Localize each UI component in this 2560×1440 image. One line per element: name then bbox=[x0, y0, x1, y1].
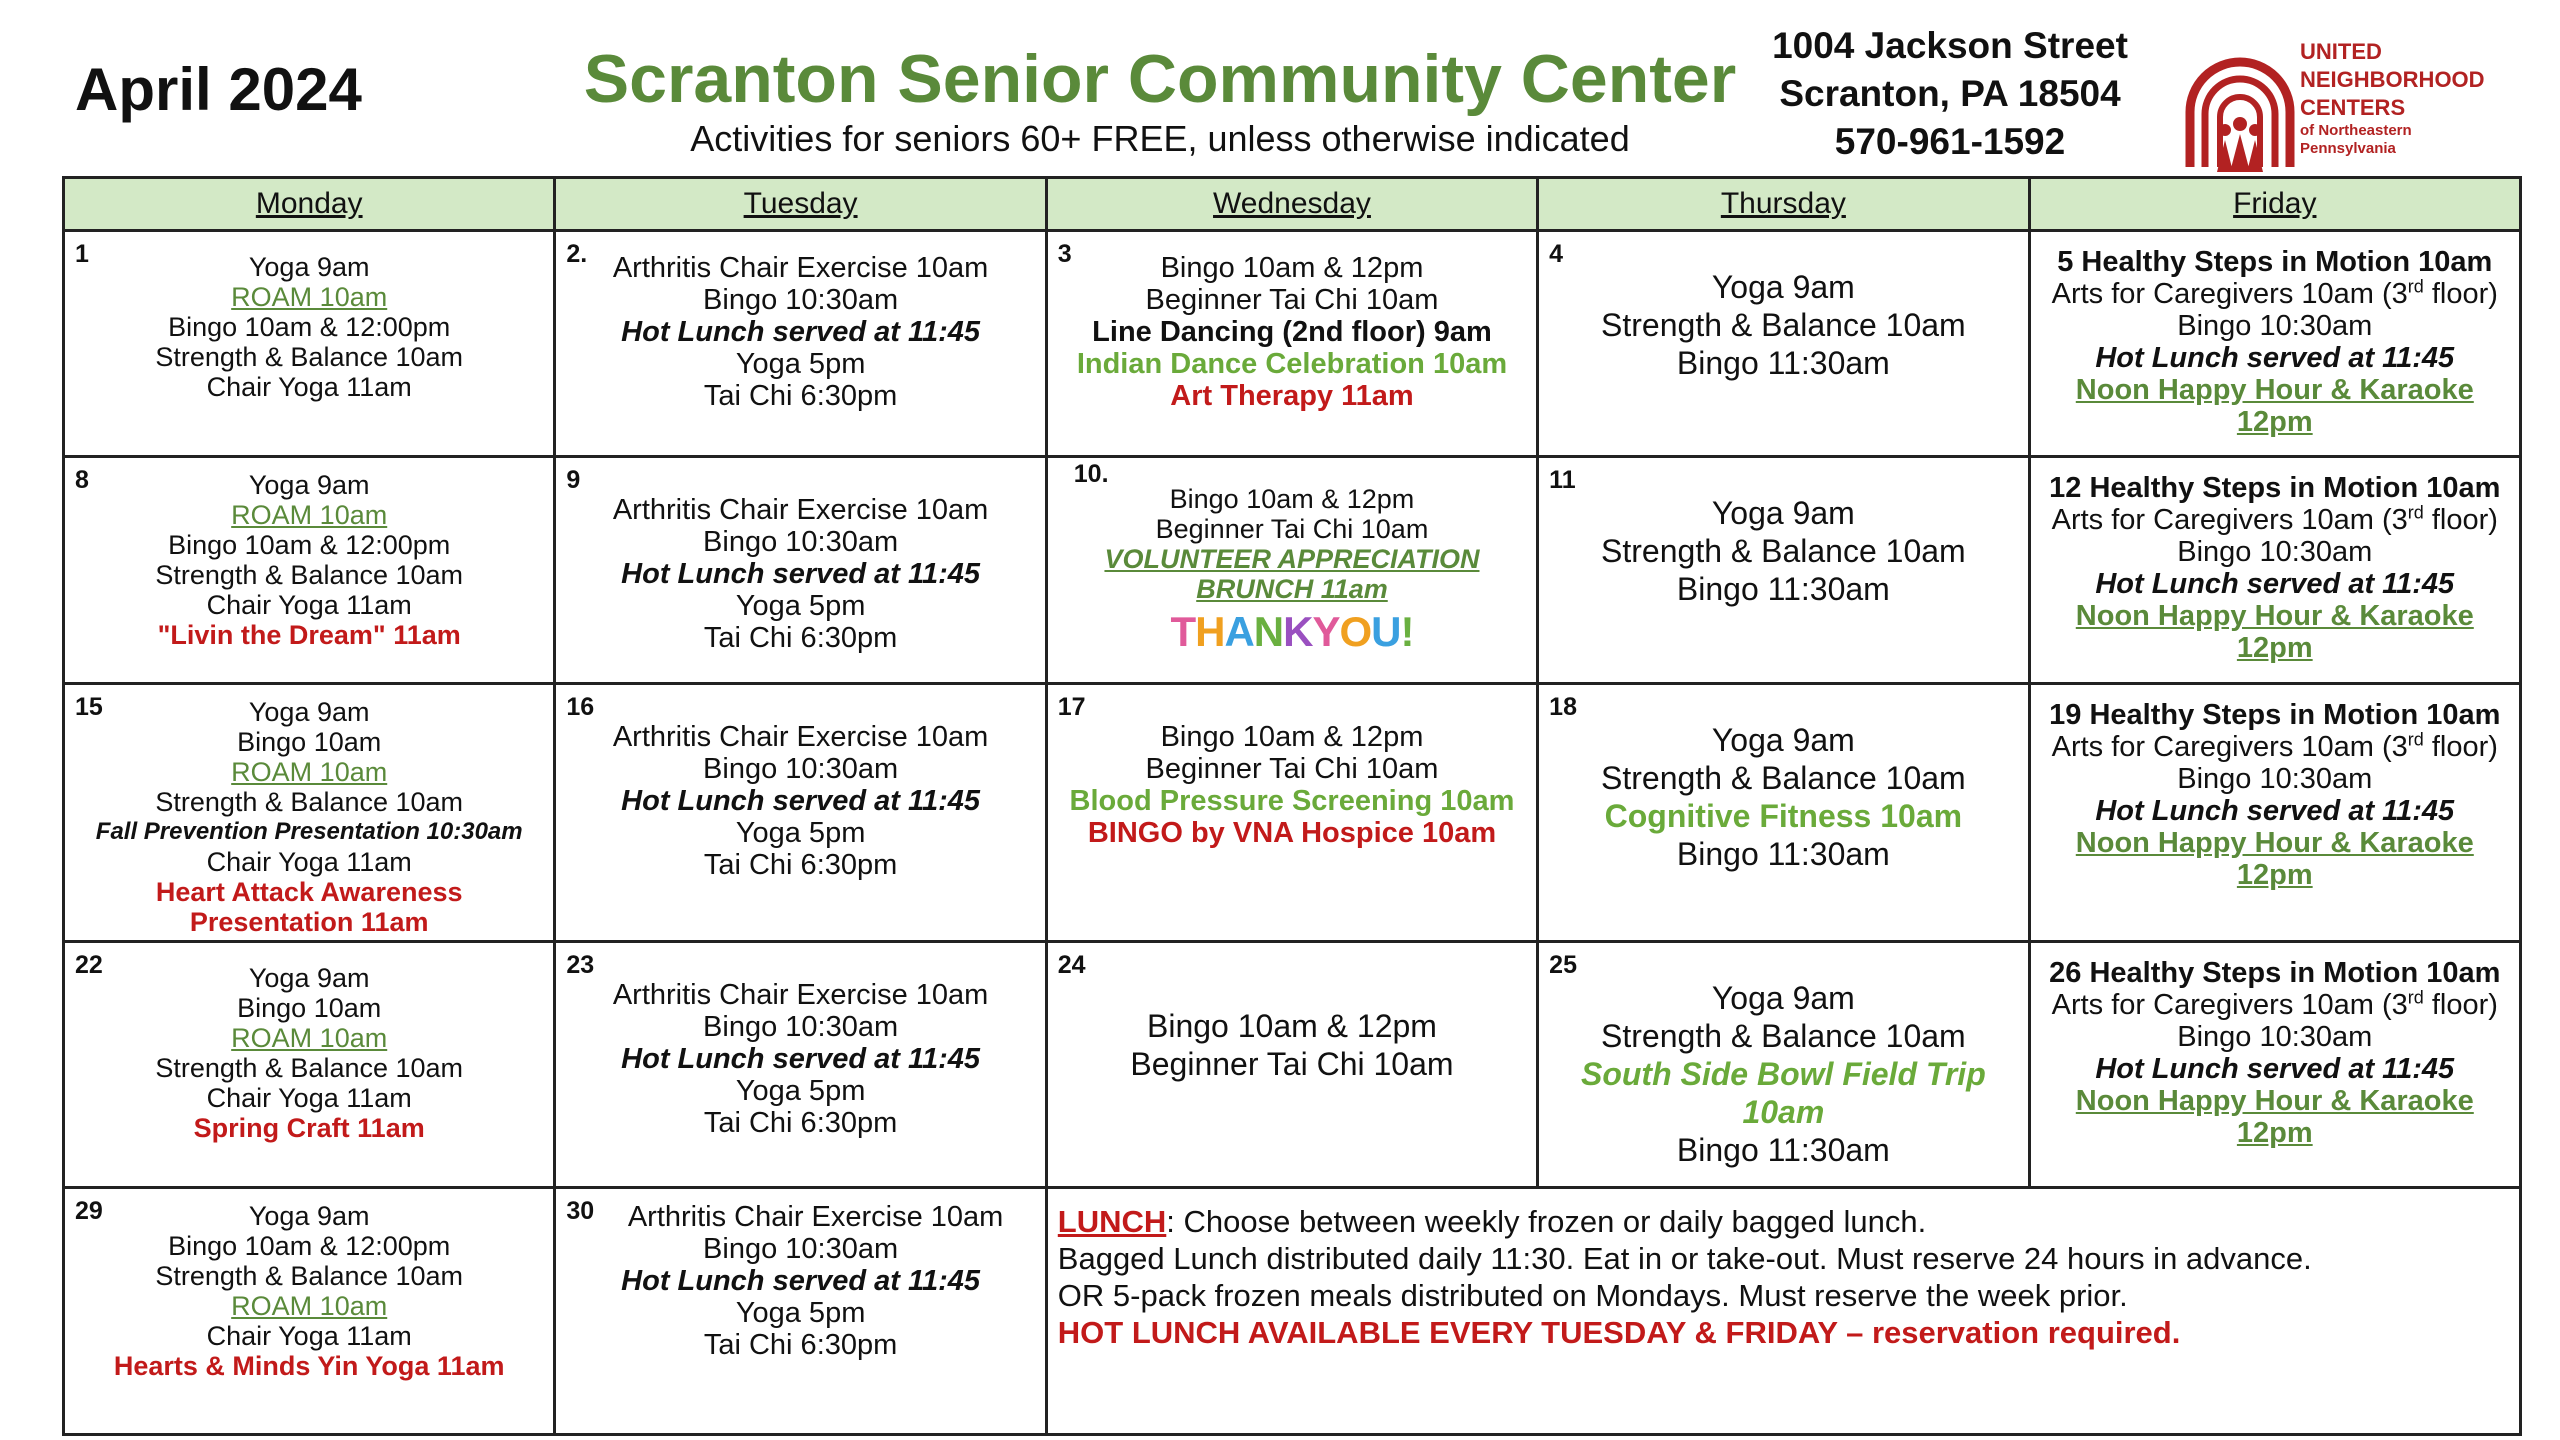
activity-link[interactable]: ROAM 10am bbox=[231, 282, 388, 312]
day-number: 23 bbox=[566, 950, 595, 979]
day-number: 17 bbox=[1057, 692, 1086, 721]
lunch-note: LUNCH: Choose between weekly frozen or daily bagged lunch. bbox=[1057, 1204, 1927, 1240]
address-city: Scranton, PA 18504 bbox=[1779, 73, 2121, 114]
activity: Strength & Balance 10am bbox=[1601, 307, 1966, 343]
activity: Bingo 10:30am bbox=[703, 1010, 899, 1043]
day-cell bbox=[555, 231, 1046, 457]
address-street: 1004 Jackson Street bbox=[1772, 25, 2128, 66]
activity: Strength & Balance 10am bbox=[155, 560, 464, 591]
activity: Yoga 9am bbox=[1711, 495, 1855, 532]
lunch-notes bbox=[1048, 1189, 2519, 1365]
activity: Tai Chi 6:30pm bbox=[703, 622, 898, 655]
week-row bbox=[64, 231, 2521, 457]
activity: Beginner Tai Chi 10am bbox=[1155, 514, 1429, 545]
thank-you-graphic bbox=[1048, 608, 1536, 656]
activity: Yoga 9am bbox=[248, 962, 370, 993]
activity: Bingo 10:30am bbox=[2177, 762, 2373, 795]
activity-highlight: Hot Lunch served at 11:45 bbox=[2095, 1052, 2455, 1085]
activity: Yoga 9am bbox=[248, 470, 370, 501]
day-cell bbox=[64, 1188, 555, 1435]
day-cell bbox=[2029, 941, 2520, 1188]
day-cell bbox=[64, 941, 555, 1188]
activity-link[interactable]: ROAM 10am bbox=[231, 500, 388, 531]
logo-line: NEIGHBORHOOD bbox=[2300, 67, 2485, 92]
activity-link[interactable]: ROAM 10am bbox=[231, 756, 388, 787]
activity: Beginner Tai Chi 10am bbox=[1145, 284, 1439, 316]
activity: Arts for Caregivers 10am (3rd floor) bbox=[2051, 276, 2498, 310]
activity: Strength & Balance 10am bbox=[155, 1261, 464, 1292]
activity: Strength & Balance 10am bbox=[155, 786, 464, 817]
day-number: 22 bbox=[75, 950, 103, 979]
activity: Bingo 10:30am bbox=[703, 1233, 899, 1266]
day-cell bbox=[1046, 231, 1537, 457]
activity: Beginner Tai Chi 10am bbox=[1130, 1045, 1454, 1082]
special-event-link[interactable]: BRUNCH 11am bbox=[1196, 574, 1388, 605]
activity-link[interactable]: ROAM 10am bbox=[231, 1022, 388, 1053]
special-event: Presentation 11am bbox=[189, 906, 429, 937]
page-subtitle: Activities for seniors 60+ FREE, unless otherwise indicated bbox=[690, 118, 1630, 159]
activity: Arthritis Chair Exercise 10am bbox=[612, 720, 989, 753]
special-event: 10am bbox=[1742, 1093, 1825, 1130]
activity-highlight: Hot Lunch served at 11:45 bbox=[621, 558, 981, 591]
logo-small-line: of Northeastern bbox=[2300, 122, 2412, 139]
activity: Yoga 9am bbox=[1711, 269, 1855, 305]
day-number: 3 bbox=[1057, 240, 1072, 268]
day-number: 4 bbox=[1549, 240, 1564, 268]
weekday-header: Thursday bbox=[1538, 178, 2029, 231]
activity-highlight: Hot Lunch served at 11:45 bbox=[621, 784, 981, 817]
day-cell bbox=[1538, 941, 2029, 1188]
lunch-notes-cell bbox=[1046, 1188, 2520, 1435]
activity: Bingo 11:30am bbox=[1676, 345, 1890, 381]
activity: Bingo 10:30am bbox=[703, 752, 899, 785]
activity: Beginner Tai Chi 10am bbox=[1145, 752, 1439, 785]
activity-highlight: Hot Lunch served at 11:45 bbox=[621, 316, 981, 348]
day-number: 15 bbox=[75, 692, 103, 721]
activity: Tai Chi 6:30pm bbox=[703, 1329, 898, 1362]
activity-highlight: Hot Lunch served at 11:45 bbox=[2095, 794, 2455, 827]
day-number: 25 bbox=[1549, 950, 1577, 979]
day-number: 2. bbox=[566, 240, 588, 268]
activity: Arts for Caregivers 10am (3rd floor) bbox=[2051, 729, 2498, 763]
day-number: 18 bbox=[1549, 692, 1577, 721]
activity-highlight: 5 Healthy Steps in Motion 10am bbox=[2057, 246, 2493, 278]
special-event: Blood Pressure Screening 10am bbox=[1069, 784, 1515, 817]
day-number: 9 bbox=[566, 466, 581, 495]
weekday-header: Friday bbox=[2029, 178, 2520, 231]
activity: Yoga 5pm bbox=[735, 590, 866, 623]
activity: Bingo 10am & 12:00pm bbox=[168, 530, 451, 561]
day-cell bbox=[2029, 683, 2520, 941]
activity-highlight: 12 Healthy Steps in Motion 10am bbox=[2049, 472, 2501, 505]
activity: Arthritis Chair Exercise 10am bbox=[612, 978, 989, 1011]
activity-highlight: 26 Healthy Steps in Motion 10am bbox=[2049, 956, 2501, 989]
activity: Bingo 10am & 12:00pm bbox=[168, 1231, 451, 1262]
day-cell bbox=[1046, 941, 1537, 1188]
logo-small-line: Pennsylvania bbox=[2300, 140, 2396, 157]
lunch-note: OR 5-pack frozen meals distributed on Mondays. Must reserve the week prior. bbox=[1057, 1278, 2128, 1314]
day-number: 12 bbox=[2049, 472, 2082, 505]
page-title: Scranton Senior Community Center bbox=[583, 41, 1737, 117]
activity: Strength & Balance 10am bbox=[1601, 1017, 1966, 1054]
day-number: 26 bbox=[2049, 956, 2082, 989]
activity: Bingo 11:30am bbox=[1676, 1131, 1890, 1168]
activity: Chair Yoga 11am bbox=[206, 372, 412, 402]
activity: Bingo 11:30am bbox=[1676, 571, 1890, 608]
activity: Bingo 10am bbox=[237, 992, 382, 1023]
day-cell bbox=[1538, 683, 2029, 941]
special-event: Heart Attack Awareness bbox=[155, 876, 463, 907]
activity: Yoga 9am bbox=[248, 252, 370, 282]
activity: Bingo 10:30am bbox=[2177, 536, 2373, 569]
activity: Bingo 10:30am bbox=[2177, 310, 2373, 342]
weekday-header-row bbox=[64, 178, 2521, 231]
special-event-link[interactable]: VOLUNTEER APPRECIATION bbox=[1104, 544, 1480, 575]
activity: Strength & Balance 10am bbox=[155, 1052, 464, 1083]
day-cell bbox=[1046, 683, 1537, 941]
week-row bbox=[64, 683, 2521, 941]
activity: Arts for Caregivers 10am (3rd floor) bbox=[2051, 987, 2498, 1021]
activity: Arthritis Chair Exercise 10am bbox=[612, 494, 989, 527]
special-event: BINGO by VNA Hospice 10am bbox=[1087, 816, 1497, 849]
day-number: 19 bbox=[2049, 698, 2082, 731]
activity-link[interactable]: 12pm bbox=[2236, 1116, 2313, 1149]
activity: Bingo 10am & 12pm bbox=[1160, 720, 1424, 753]
activity: Tai Chi 6:30pm bbox=[703, 380, 898, 412]
special-event: Art Therapy 11am bbox=[1170, 380, 1414, 412]
day-cell bbox=[555, 1188, 1046, 1435]
activity: Strength & Balance 10am bbox=[1601, 533, 1966, 570]
weekday-header: Wednesday bbox=[1046, 178, 1537, 231]
day-cell bbox=[2029, 231, 2520, 457]
calendar-month: April 2024 bbox=[75, 56, 362, 123]
lunch-note: Bagged Lunch distributed daily 11:30. Eat in or take-out. Must reserve 24 hours in advance. bbox=[1057, 1241, 2312, 1277]
activity-link[interactable]: 12pm bbox=[2236, 858, 2313, 891]
activity: Bingo 10am & 12pm bbox=[1169, 484, 1415, 515]
logo-line: UNITED bbox=[2300, 39, 2382, 64]
activity-link[interactable]: Noon Happy Hour & Karaoke bbox=[2075, 600, 2474, 633]
day-cell bbox=[1046, 457, 1537, 683]
activity: Tai Chi 6:30pm bbox=[703, 848, 898, 881]
activity-highlight: Hot Lunch served at 11:45 bbox=[621, 1042, 981, 1075]
activity-link[interactable]: Noon Happy Hour & Karaoke bbox=[2075, 374, 2474, 406]
week-row bbox=[64, 457, 2521, 683]
activity: Bingo 10am bbox=[237, 726, 382, 757]
day-cell bbox=[2029, 457, 2520, 683]
activity-highlight: Hot Lunch served at 11:45 bbox=[621, 1265, 981, 1298]
hot-lunch-notice: HOT LUNCH AVAILABLE EVERY TUESDAY & FRIDAY – reservation required. bbox=[1057, 1315, 2181, 1351]
activity-highlight: 19 Healthy Steps in Motion 10am bbox=[2049, 698, 2501, 731]
activity: Yoga 5pm bbox=[735, 1297, 866, 1330]
activity: Bingo 10am & 12:00pm bbox=[168, 312, 451, 342]
activity: Chair Yoga 11am bbox=[206, 846, 412, 877]
day-number: 24 bbox=[1057, 950, 1086, 979]
day-number: 10. bbox=[1073, 460, 1109, 489]
day-number: 11 bbox=[1549, 466, 1576, 495]
activity-link[interactable]: 12pm bbox=[2236, 406, 2313, 438]
activity-highlight: Hot Lunch served at 11:45 bbox=[2095, 568, 2455, 601]
day-cell bbox=[1538, 457, 2029, 683]
activity: Yoga 9am bbox=[248, 1201, 370, 1232]
weekday-header: Monday bbox=[64, 178, 555, 231]
activity-highlight: Hot Lunch served at 11:45 bbox=[2095, 342, 2455, 374]
address-phone: 570-961-1592 bbox=[1834, 121, 2066, 162]
week-row bbox=[64, 1188, 2521, 1435]
special-event: Cognitive Fitness 10am bbox=[1604, 797, 1963, 834]
day-cell bbox=[555, 941, 1046, 1188]
logo-wordmark bbox=[2300, 38, 2485, 158]
activity-highlight: Line Dancing (2nd floor) 9am bbox=[1092, 316, 1492, 348]
activity: Bingo 10am & 12pm bbox=[1160, 252, 1424, 284]
week-row bbox=[64, 941, 2521, 1188]
special-event: Fall Prevention Presentation 10:30am bbox=[95, 817, 523, 845]
special-event: Spring Craft 11am bbox=[193, 1112, 425, 1143]
special-event: Indian Dance Celebration 10am bbox=[1076, 348, 1508, 380]
activity-link[interactable]: 12pm bbox=[2236, 632, 2313, 665]
activity: Yoga 5pm bbox=[735, 1074, 866, 1107]
activity: Arts for Caregivers 10am (3rd floor) bbox=[2051, 502, 2498, 537]
activity: Yoga 9am bbox=[1711, 979, 1855, 1016]
activity-link[interactable]: Noon Happy Hour & Karaoke bbox=[2075, 1084, 2474, 1117]
activity-link[interactable]: Noon Happy Hour & Karaoke bbox=[2075, 826, 2474, 859]
activity: Bingo 10am & 12pm bbox=[1147, 1007, 1437, 1044]
activity: Yoga 5pm bbox=[735, 816, 866, 849]
activity: Arthritis Chair Exercise 10am bbox=[612, 252, 989, 284]
day-cell bbox=[64, 683, 555, 941]
day-cell bbox=[1538, 231, 2029, 457]
day-cell bbox=[64, 231, 555, 457]
lunch-label: LUNCH bbox=[1057, 1204, 1167, 1240]
day-number: 8 bbox=[75, 466, 89, 495]
special-event: South Side Bowl Field Trip bbox=[1580, 1055, 1986, 1092]
activity: Arthritis Chair Exercise 10am bbox=[627, 1201, 1004, 1234]
day-number: 5 bbox=[2057, 246, 2074, 278]
logo-line: CENTERS bbox=[2300, 95, 2406, 120]
activity: Bingo 10:30am bbox=[703, 284, 899, 316]
day-number: 29 bbox=[75, 1197, 103, 1226]
special-event: "Livin the Dream" 11am bbox=[157, 620, 461, 651]
day-cell bbox=[64, 457, 555, 683]
activity: Yoga 5pm bbox=[735, 348, 866, 380]
thank-you-text: THANKYOU! bbox=[1170, 608, 1414, 656]
activity: Strength & Balance 10am bbox=[1601, 759, 1966, 796]
activity: Chair Yoga 11am bbox=[206, 1321, 412, 1352]
activity: Strength & Balance 10am bbox=[155, 342, 464, 372]
activity: Chair Yoga 11am bbox=[206, 1082, 412, 1113]
day-cell bbox=[555, 683, 1046, 941]
activity: Chair Yoga 11am bbox=[206, 590, 412, 621]
special-event: Hearts & Minds Yin Yoga 11am bbox=[113, 1351, 505, 1382]
day-cell bbox=[555, 457, 1046, 683]
activity: Bingo 11:30am bbox=[1676, 835, 1890, 872]
activity: Tai Chi 6:30pm bbox=[703, 1106, 898, 1139]
day-number: 30 bbox=[566, 1197, 595, 1226]
center-address bbox=[1760, 22, 2140, 166]
activity-calendar bbox=[62, 176, 2522, 1436]
day-number: 1 bbox=[75, 240, 89, 268]
activity: Bingo 10:30am bbox=[703, 526, 899, 559]
activity: Bingo 10:30am bbox=[2177, 1020, 2373, 1053]
weekday-header: Tuesday bbox=[555, 178, 1046, 231]
activity: Yoga 9am bbox=[248, 696, 370, 727]
activity: Yoga 9am bbox=[1711, 721, 1855, 758]
day-number: 16 bbox=[566, 692, 595, 721]
activity-link[interactable]: ROAM 10am bbox=[231, 1291, 388, 1322]
